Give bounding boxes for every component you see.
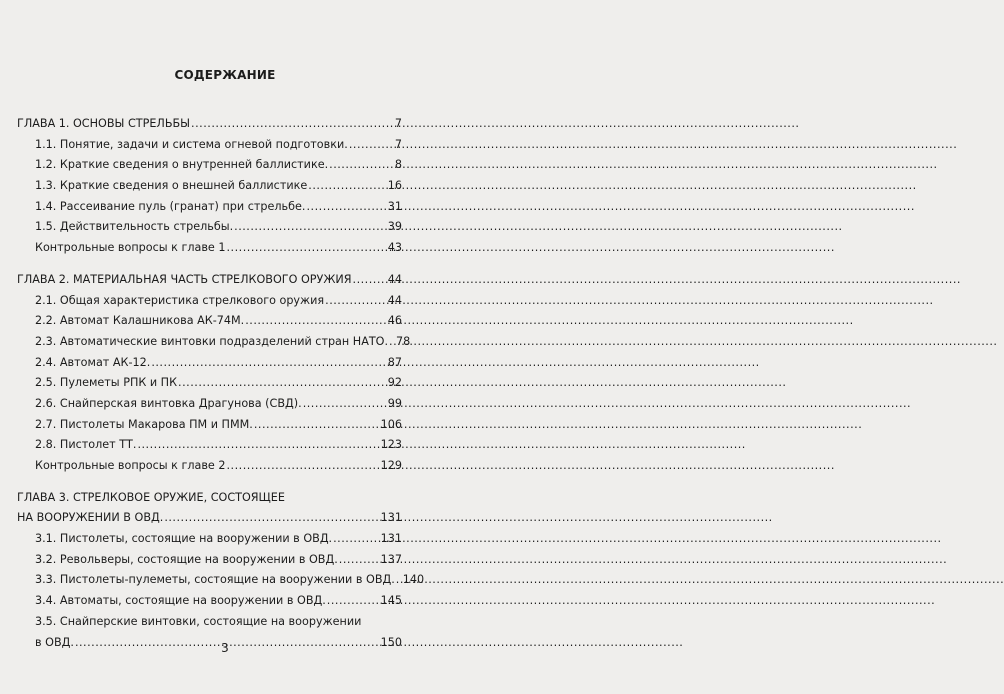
dot-leader bbox=[191, 114, 394, 135]
toc-entry-text: 1.4. Рассеивание пуль (гранат) при стрельбе. bbox=[35, 199, 306, 213]
chapter-heading-text: ГЛАВА 2. МАТЕРИАЛЬНАЯ ЧАСТЬ СТРЕЛКОВОГО ОРУЖИЯ bbox=[17, 272, 352, 286]
dot-leader bbox=[353, 270, 387, 291]
toc-entry-text: 1.2. Краткие сведения о внутренней баллистике. bbox=[35, 158, 329, 172]
toc-entry-text: 2.3. Автоматические винтовки подразделений стран НАТО. bbox=[35, 334, 389, 348]
toc-entry bbox=[17, 591, 402, 612]
toc-entry bbox=[17, 197, 402, 218]
chapter-heading bbox=[17, 488, 402, 509]
toc-entry-page: 8 bbox=[394, 158, 402, 172]
chapter-heading-page: 44 bbox=[387, 272, 402, 286]
dot-leader bbox=[349, 135, 394, 156]
toc-entry-text: 1.5. Действительность стрельбы. bbox=[35, 220, 234, 234]
toc-entry bbox=[17, 435, 402, 456]
dot-leader bbox=[151, 353, 386, 374]
toc-entry-page: 137 bbox=[380, 552, 402, 566]
toc-entry-text: 3.2. Револьверы, состоящие на вооружении в ОВД. bbox=[35, 552, 338, 566]
toc-entry-text: 3.5. Снайперские винтовки, состоящие на вооружении bbox=[35, 614, 362, 628]
dot-leader bbox=[306, 197, 386, 218]
toc-entry bbox=[17, 456, 402, 477]
toc-entry bbox=[17, 353, 402, 374]
toc-entry bbox=[17, 570, 425, 591]
toc-entry-page: 106 bbox=[380, 417, 402, 431]
toc-entry bbox=[17, 155, 402, 176]
toc-entry-page: 129 bbox=[380, 459, 402, 472]
chapter-heading-text: ГЛАВА 1. ОСНОВЫ СТРЕЛЬБЫ bbox=[17, 117, 191, 130]
dot-leader bbox=[308, 176, 386, 197]
toc-entry bbox=[17, 373, 402, 394]
toc-entry bbox=[17, 176, 402, 197]
dot-leader bbox=[339, 550, 380, 571]
toc-entry-page: 43 bbox=[387, 241, 402, 255]
toc-entry-page: 39 bbox=[387, 220, 402, 234]
chapter-heading-page: 7 bbox=[394, 117, 402, 130]
toc-entry bbox=[17, 135, 402, 156]
chapter-heading-text: ГЛАВА 3. СТРЕЛКОВОЕ ОРУЖИЕ, СОСТОЯЩЕЕ bbox=[17, 490, 285, 504]
dot-leader bbox=[245, 311, 387, 332]
chapter-gap bbox=[17, 259, 402, 270]
toc-entry-text: Контрольные вопросы к главе 1 bbox=[35, 241, 226, 255]
toc-entry bbox=[17, 217, 402, 238]
toc-entry-text: 2.8. Пистолет ТТ. bbox=[35, 438, 137, 452]
toc-entry-page: 123 bbox=[380, 438, 402, 452]
toc-entry bbox=[17, 529, 402, 550]
toc-entry-text: 2.5. Пулеметы РПК и ПК bbox=[35, 376, 178, 390]
chapter-heading bbox=[17, 270, 402, 291]
chapter-heading bbox=[17, 508, 402, 529]
toc-entry-page: 150 bbox=[380, 635, 402, 649]
dot-leader bbox=[327, 591, 380, 612]
toc-entry-text: 1.3. Краткие сведения о внешней баллистике bbox=[35, 179, 308, 193]
toc-entry-text: 1.1. Понятие, задачи и система огневой подготовки. bbox=[35, 137, 348, 151]
toc-entry-text: 2.6. Снайперская винтовка Драгунова (СВД). bbox=[35, 396, 302, 410]
toc-entry bbox=[17, 332, 411, 353]
page-title: СОДЕРЖАНИЕ bbox=[174, 68, 276, 82]
chapter-gap bbox=[17, 477, 402, 488]
toc-entry-text: 2.1. Общая характеристика стрелкового оружия bbox=[35, 293, 325, 307]
toc-entry bbox=[17, 291, 402, 312]
page-number: 3 bbox=[221, 641, 229, 655]
toc-entry bbox=[17, 394, 402, 415]
toc-entry-text: 3.4. Автоматы, состоящие на вооружении в ОВД. bbox=[35, 594, 326, 608]
toc-entry-text: Контрольные вопросы к главе 2 bbox=[35, 459, 226, 472]
toc-entry-page: 7 bbox=[394, 137, 402, 151]
toc-entry-page: 145 bbox=[380, 594, 402, 608]
toc-entry bbox=[17, 415, 402, 436]
dot-leader bbox=[226, 238, 386, 259]
book-page bbox=[0, 0, 450, 694]
toc-entry bbox=[17, 311, 402, 332]
dot-leader bbox=[389, 332, 395, 353]
dot-leader bbox=[329, 155, 394, 176]
toc-entry bbox=[17, 238, 402, 259]
toc-entry-page: 131 bbox=[380, 532, 402, 546]
toc-entry-text: 3.3. Пистолеты-пулеметы, состоящие на вооружении в ОВД. bbox=[35, 573, 395, 587]
dot-leader bbox=[325, 291, 387, 312]
chapter-heading-page: 131 bbox=[380, 511, 402, 525]
dot-leader bbox=[178, 373, 387, 394]
dot-leader bbox=[137, 435, 379, 456]
toc-entry-page: 16 bbox=[387, 179, 402, 193]
toc-entry-page: 140 bbox=[402, 573, 425, 587]
toc-entry-page: 99 bbox=[387, 396, 402, 410]
toc-entry-page: 92 bbox=[387, 376, 402, 390]
toc-entry-page: 87 bbox=[387, 355, 402, 369]
dot-leader bbox=[164, 508, 379, 529]
dot-leader bbox=[303, 394, 387, 415]
chapter-heading bbox=[17, 114, 402, 135]
table-of-contents bbox=[17, 114, 425, 653]
toc-entry bbox=[17, 550, 402, 571]
dot-leader bbox=[226, 456, 379, 477]
toc-entry-page: 78 bbox=[396, 334, 411, 348]
toc-entry bbox=[17, 612, 402, 633]
toc-entry-page: 31 bbox=[387, 199, 402, 213]
toc-entry-text: 3.1. Пистолеты, состоящие на вооружении в ОВД. bbox=[35, 532, 333, 546]
toc-entry-page: 46 bbox=[387, 314, 402, 328]
toc-entry-text: в ОВД. bbox=[35, 635, 74, 649]
toc-entry-text: 2.7. Пистолеты Макарова ПМ и ПММ. bbox=[35, 417, 253, 431]
toc-entry-text: 2.4. Автомат АК-12. bbox=[35, 355, 151, 369]
dot-leader bbox=[333, 529, 380, 550]
dot-leader bbox=[234, 217, 387, 238]
chapter-heading-text: НА ВООРУЖЕНИИ В ОВД. bbox=[17, 511, 164, 525]
dot-leader bbox=[396, 570, 402, 591]
dot-leader bbox=[254, 415, 380, 436]
toc-entry-text: 2.2. Автомат Калашникова АК-74М. bbox=[35, 314, 245, 328]
toc-entry-page: 44 bbox=[387, 293, 402, 307]
